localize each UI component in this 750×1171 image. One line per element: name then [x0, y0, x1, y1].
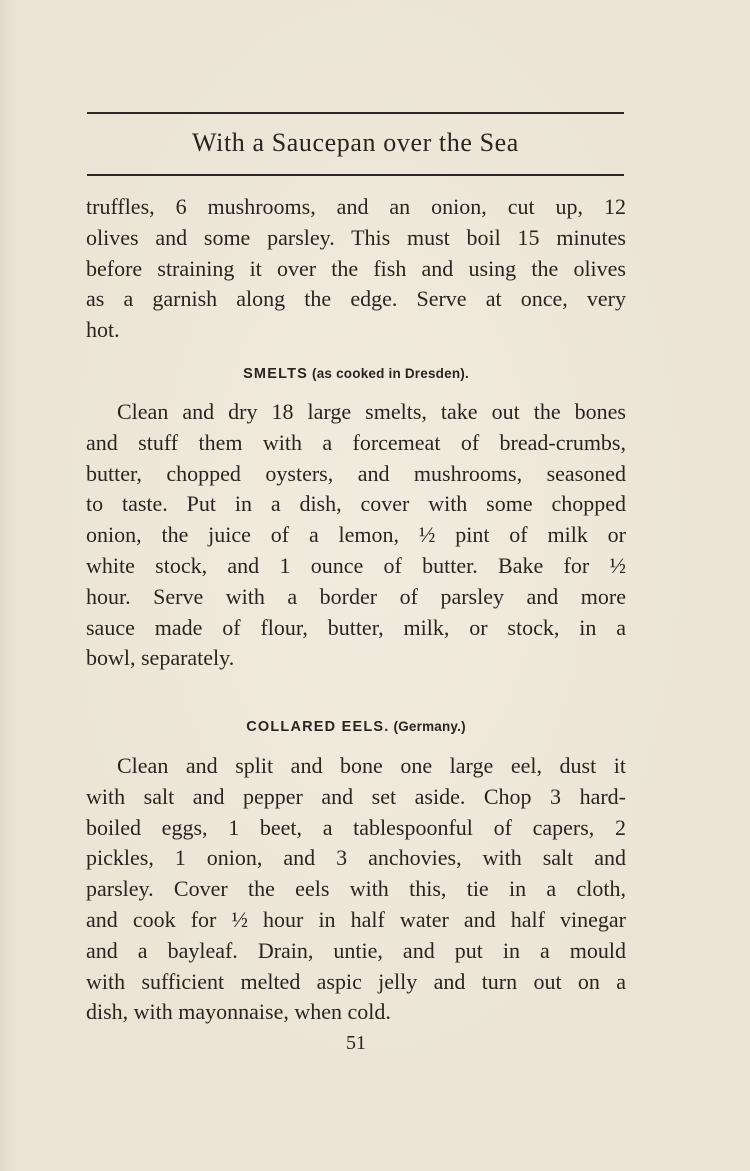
recipe-subtitle: (as cooked in Dresden). — [312, 366, 469, 381]
text-line: hour. Serve with a border of parsley and more — [86, 583, 626, 609]
text-line: hot. — [86, 317, 120, 343]
recipe-body-collared-eels — [86, 751, 626, 1028]
header-rule-bottom — [87, 174, 624, 176]
recipe-title: SMELTS — [243, 366, 308, 382]
text-line: onion, the juice of a lemon, ½ pint of milk or — [86, 522, 626, 548]
recipe-heading-collared-eels — [86, 719, 626, 735]
text-line: and a bayleaf. Drain, untie, and put in a mould — [86, 937, 626, 963]
text-line: as a garnish along the edge. Serve at once, very — [86, 286, 626, 312]
text-line: to taste. Put in a dish, cover with some chopped — [86, 491, 626, 517]
text-line: butter, chopped oysters, and mushrooms, seasoned — [86, 460, 626, 486]
recipe-subtitle: (Germany.) — [393, 719, 466, 734]
text-line: parsley. Cover the eels with this, tie in a cloth, — [86, 876, 626, 902]
text-line: sauce made of flour, butter, milk, or stock, in a — [86, 614, 626, 640]
text-line: Clean and dry 18 large smelts, take out the bones — [117, 399, 626, 424]
text-line: and stuff them with a forcemeat of bread-crumbs, — [86, 429, 626, 455]
text-line: before straining it over the fish and using the olives — [86, 255, 626, 281]
running-title: With a Saucepan over the Sea — [192, 128, 519, 157]
text-line: pickles, 1 onion, and 3 anchovies, with salt and — [86, 845, 626, 871]
recipe-title: COLLARED EELS. — [246, 719, 390, 735]
text-line: and cook for ½ hour in half water and half vinegar — [86, 906, 626, 932]
header-rule-top — [87, 112, 624, 114]
text-line: with salt and pepper and set aside. Chop 3 hard- — [86, 783, 626, 809]
recipe-heading-smelts — [86, 366, 626, 382]
text-line: truffles, 6 mushrooms, and an onion, cut up, 12 — [86, 194, 626, 219]
page-number: 51 — [346, 1032, 366, 1054]
text-line: with sufficient melted aspic jelly and turn out on a — [86, 968, 626, 994]
text-line: dish, with mayonnaise, when cold. — [86, 999, 391, 1025]
text-line: boiled eggs, 1 beet, a tablespoonful of capers, 2 — [86, 814, 626, 840]
text-line: bowl, separately. — [86, 645, 235, 671]
text-line: Clean and split and bone one large eel, dust it — [117, 753, 626, 778]
continuation-paragraph — [86, 192, 626, 346]
text-line: olives and some parsley. This must boil 15 minutes — [86, 224, 626, 250]
recipe-body-smelts — [86, 397, 626, 674]
text-line: white stock, and 1 ounce of butter. Bake for ½ — [86, 552, 626, 578]
